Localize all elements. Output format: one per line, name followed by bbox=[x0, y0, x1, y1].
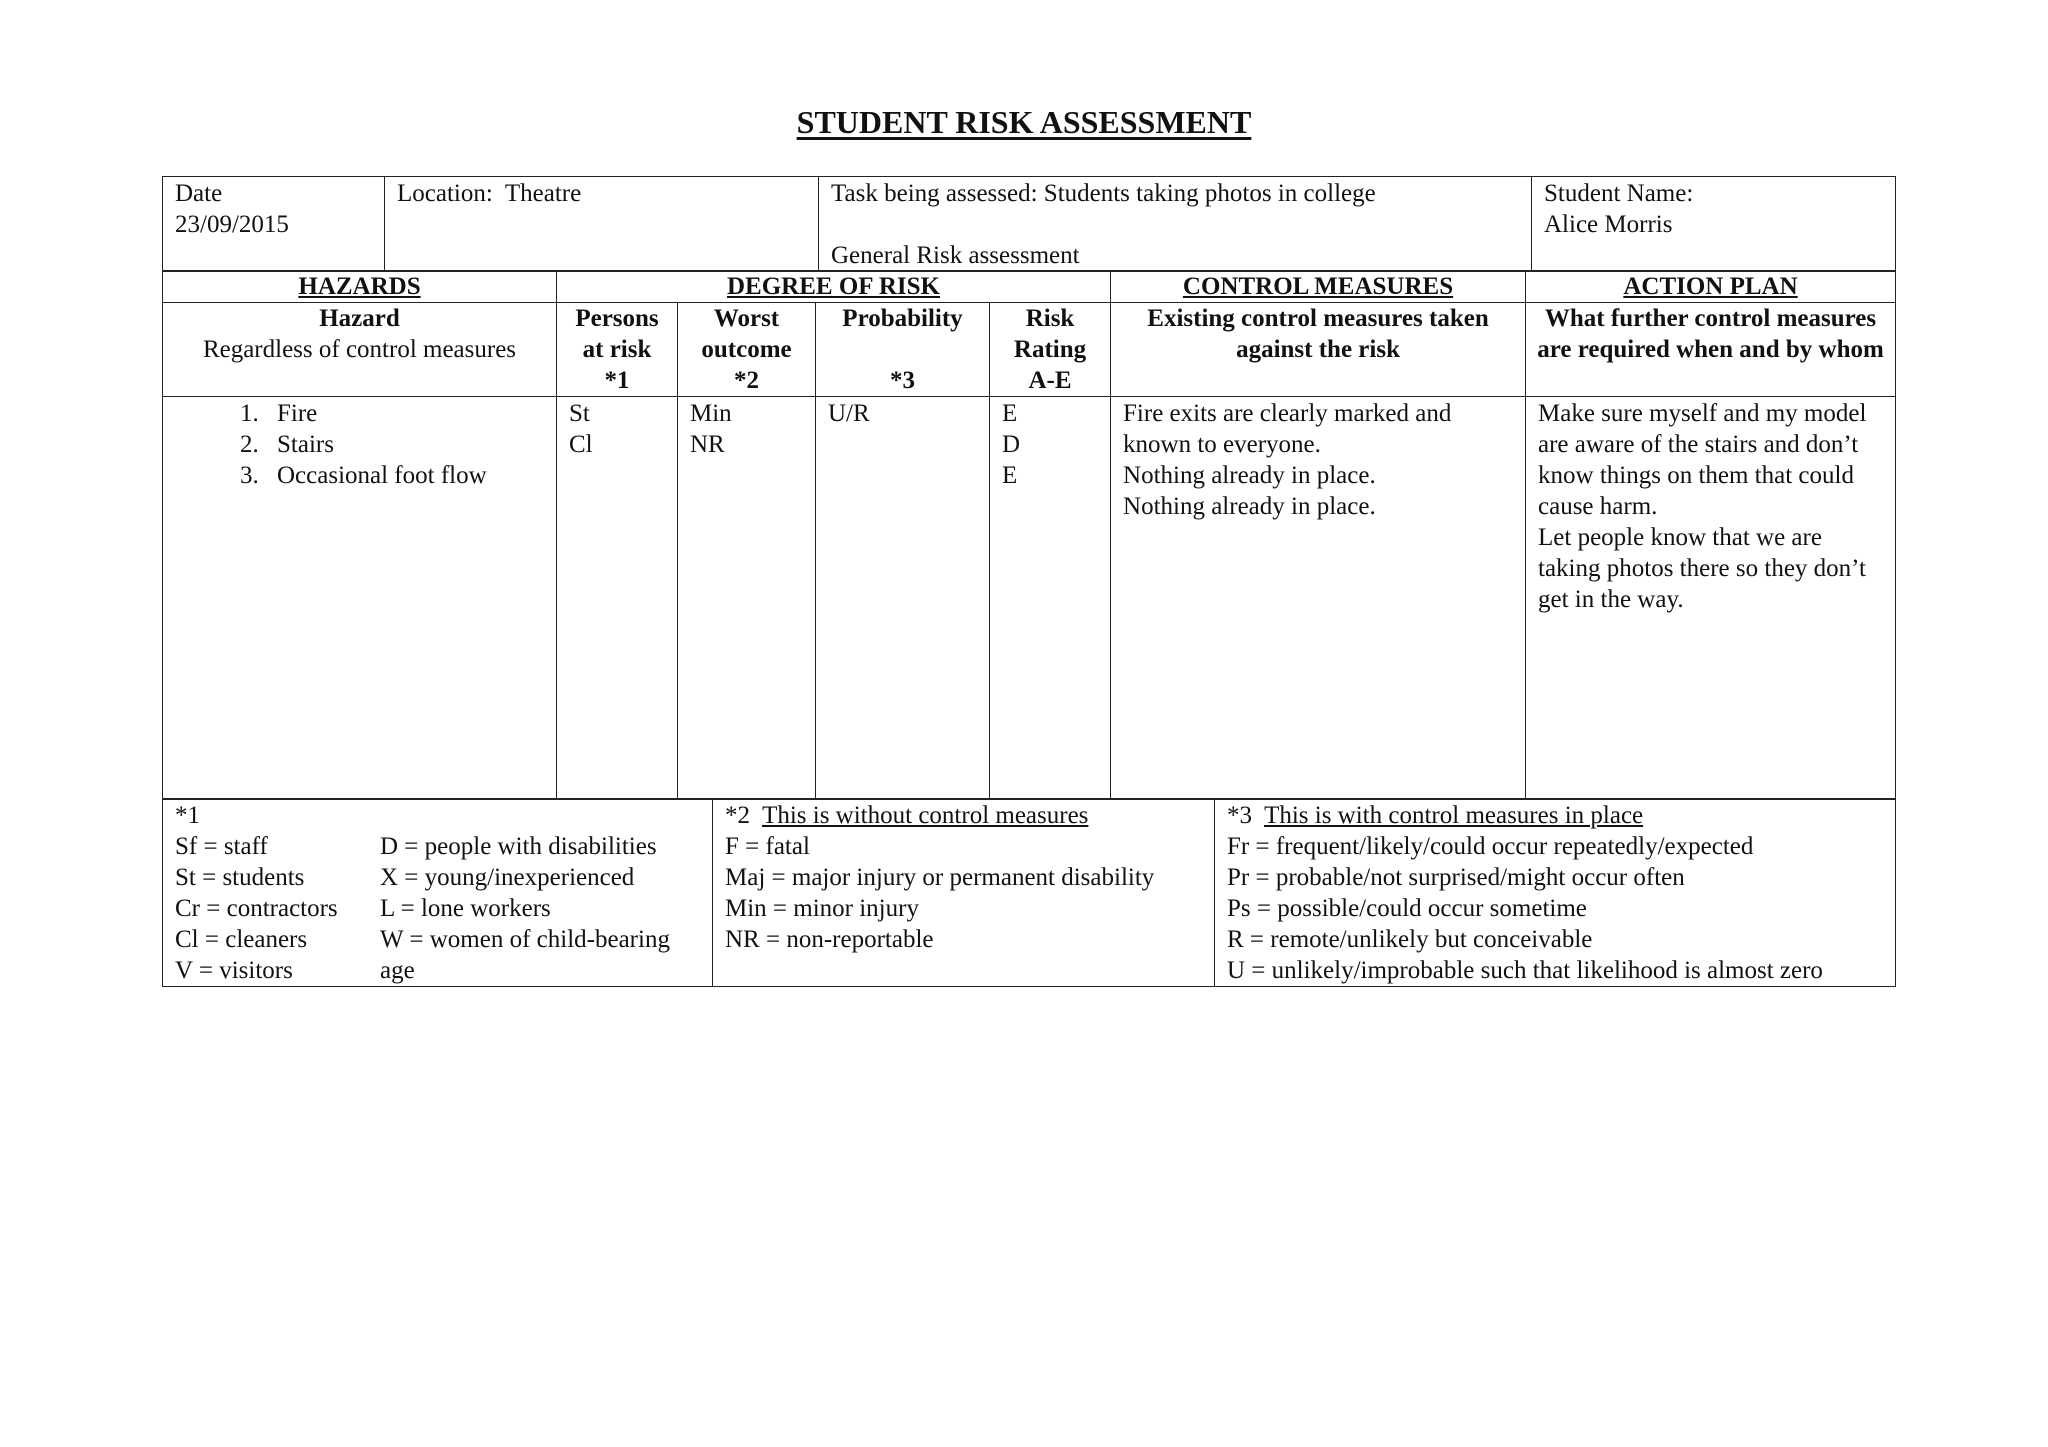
key-persons-code: Cl = cleaners bbox=[175, 926, 308, 953]
page-title: STUDENT RISK ASSESSMENT bbox=[796, 104, 1252, 140]
key-persons-code: Sf = staff bbox=[175, 833, 268, 860]
col-header-probability: Probability *3 bbox=[816, 303, 990, 397]
key-outcome-marker: *2 bbox=[725, 802, 750, 829]
hazard-list bbox=[163, 398, 544, 491]
key-probability-line: U = unlikely/improbable such that likelihood is almost zero bbox=[1227, 957, 1823, 984]
key-probability-line: Ps = possible/could occur sometime bbox=[1227, 895, 1587, 922]
key-outcome-heading: This is without control measures bbox=[762, 802, 1089, 829]
key-table bbox=[162, 798, 1896, 987]
task-cell bbox=[819, 177, 1532, 272]
key-probability-cell bbox=[1215, 799, 1896, 987]
key-persons-grid bbox=[175, 831, 700, 986]
key-persons-code: W = women of child-bearing bbox=[380, 926, 670, 953]
key-outcome-heading-row bbox=[725, 800, 1202, 831]
date-value: 23/09/2015 bbox=[175, 211, 289, 238]
section-control-measures: CONTROL MEASURES bbox=[1111, 271, 1526, 303]
task-text: Task being assessed: Students taking photos in college bbox=[831, 180, 1376, 207]
key-outcome-cell bbox=[713, 799, 1215, 987]
key-persons-code: D = people with disabilities bbox=[380, 833, 657, 860]
col-header-persons: Persons at risk *1 bbox=[557, 303, 678, 397]
key-probability-heading-row bbox=[1227, 800, 1883, 831]
section-degree-of-risk: DEGREE OF RISK bbox=[557, 271, 1111, 303]
key-outcome-line: Maj = major injury or permanent disability bbox=[725, 864, 1155, 891]
col-header-worst-outcome: Worst outcome *2 bbox=[678, 303, 816, 397]
assessment-info-table bbox=[162, 176, 1896, 272]
student-label: Student Name: bbox=[1544, 180, 1694, 207]
existing-measures-cell: Fire exits are clearly marked and known to everyone. Nothing already in place. Nothing already in place. bbox=[1111, 397, 1526, 800]
key-probability-line: Fr = frequent/likely/could occur repeatedly/expected bbox=[1227, 833, 1754, 860]
date-label: Date bbox=[175, 180, 223, 207]
key-persons-code: L = lone workers bbox=[380, 895, 551, 922]
key-persons-code: X = young/inexperienced bbox=[380, 864, 635, 891]
risk-table bbox=[162, 270, 1896, 800]
key-persons-heading: *1 bbox=[175, 802, 200, 829]
persons-at-risk-cell: St Cl bbox=[557, 397, 678, 800]
probability-cell: U/R bbox=[816, 397, 990, 800]
section-action-plan: ACTION PLAN bbox=[1526, 271, 1896, 303]
hazard-item: 1. Fire bbox=[265, 398, 544, 429]
key-outcome-line: F = fatal bbox=[725, 833, 810, 860]
student-cell bbox=[1532, 177, 1896, 272]
key-probability-heading: This is with control measures in place bbox=[1264, 802, 1644, 829]
key-persons-code: age bbox=[380, 957, 415, 984]
key-persons-cell bbox=[163, 799, 713, 987]
action-plan-cell: Make sure myself and my model are aware of the stairs and don’t know things on them that could cause harm. Let people know that we are taking photos there so they don’t get in the way. bbox=[1526, 397, 1896, 800]
section-hazards: HAZARDS bbox=[163, 271, 557, 303]
key-probability-marker: *3 bbox=[1227, 802, 1252, 829]
student-value: Alice Morris bbox=[1544, 211, 1673, 238]
key-outcome-line: Min = minor injury bbox=[725, 895, 919, 922]
key-persons-code: St = students bbox=[175, 864, 305, 891]
hazards-cell bbox=[163, 397, 557, 800]
worst-outcome-cell: Min NR bbox=[678, 397, 816, 800]
key-persons-code: V = visitors bbox=[175, 957, 293, 984]
col-header-existing-measures: Existing control measures taken against the risk bbox=[1111, 303, 1526, 397]
risk-rating-cell: E D E bbox=[990, 397, 1111, 800]
task-subtext: General Risk assessment bbox=[831, 242, 1080, 269]
col-header-risk-rating: Risk Rating A-E bbox=[990, 303, 1111, 397]
key-outcome-line: NR = non-reportable bbox=[725, 926, 934, 953]
col-hazard-title: Hazard bbox=[319, 305, 400, 332]
key-persons-code: Cr = contractors bbox=[175, 895, 338, 922]
hazard-item: 2. Stairs bbox=[265, 429, 544, 460]
location-text: Location: Theatre bbox=[397, 180, 582, 207]
col-hazard-subtitle: Regardless of control measures bbox=[202, 336, 517, 363]
col-header-further-measures: What further control measures are required when and by whom bbox=[1526, 303, 1896, 397]
col-header-hazard bbox=[163, 303, 557, 397]
key-probability-line: Pr = probable/not surprised/might occur often bbox=[1227, 864, 1685, 891]
hazard-item: 3. Occasional foot flow bbox=[265, 460, 544, 491]
location-cell bbox=[385, 177, 819, 272]
date-cell bbox=[163, 177, 385, 272]
key-probability-line: R = remote/unlikely but conceivable bbox=[1227, 926, 1593, 953]
